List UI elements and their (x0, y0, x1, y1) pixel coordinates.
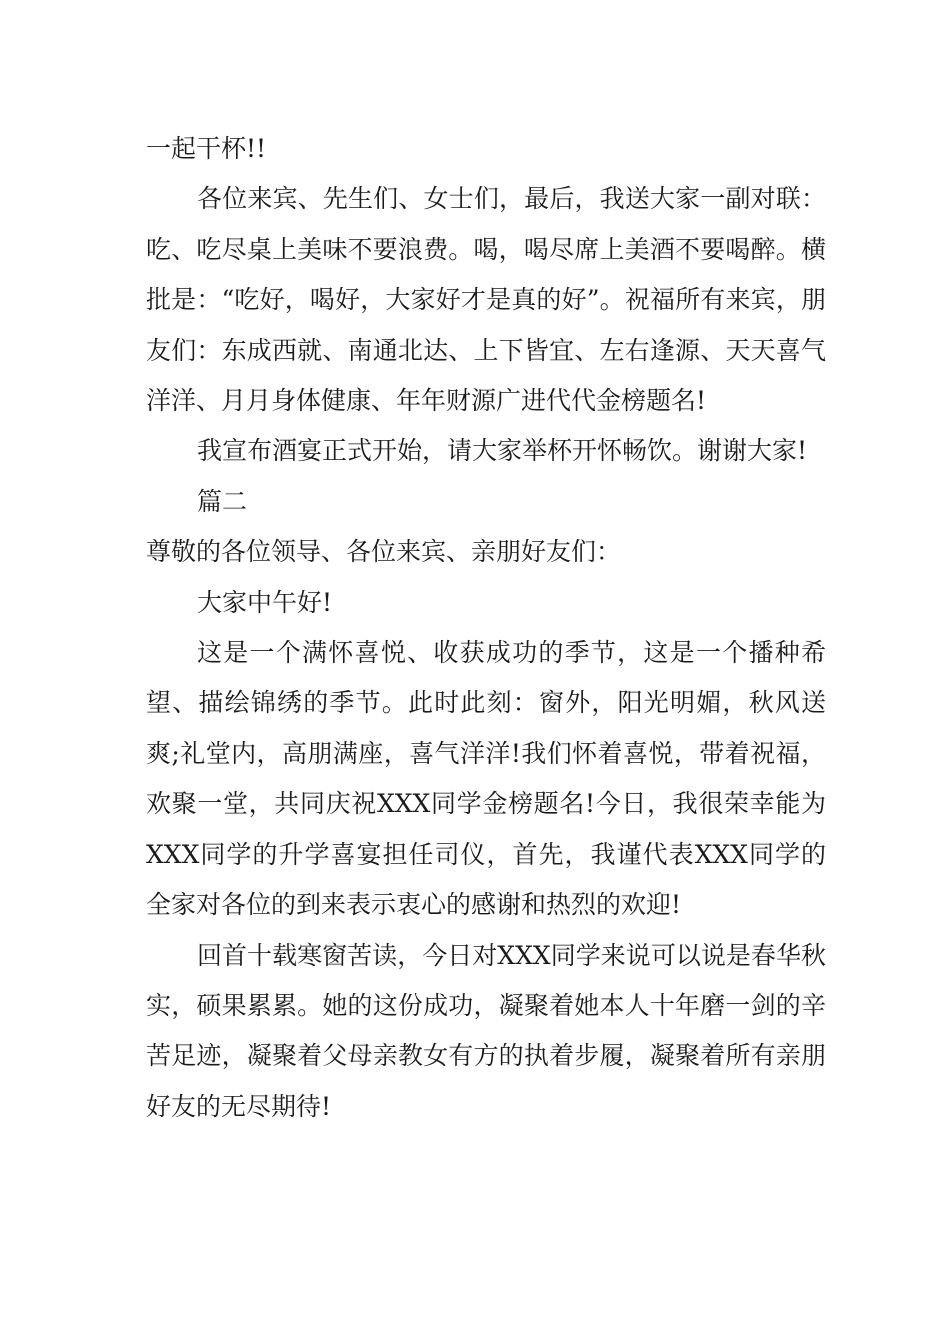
section-heading: 篇二 (197, 486, 248, 516)
paragraph-toast-end: 一起干杯!! (146, 134, 267, 163)
paragraph-retrospect: 回首十载寒窗苦读，今日对XXX同学来说可以说是春华秋实，硕果累累。她的这份成功，凝聚着她本人十年磨一剑的辛苦足迹，凝聚着父母亲教女有方的执着步履，凝聚着所有亲朋好友的无尽期待! (146, 940, 826, 1121)
paragraph-season: 这是一个满怀喜悦、收获成功的季节，这是一个播种希望、描绘锦绣的季节。此时此刻：窗外，阳光明媚，秋风送爽;礼堂内，高朋满座，喜气洋洋!我们怀着喜悦，带着祝福，欢聚一堂，共同庆祝XXX同学金榜题名!今日，我很荣幸能为XXX同学的升学喜宴担任司仪，首先，我谨代表XXX同学的全家对各位的到来表示衷心的感谢和热烈的欢迎! (146, 638, 826, 920)
document-body (146, 124, 826, 1132)
salutation: 尊敬的各位领导、各位来宾、亲朋好友们： (146, 537, 622, 567)
paragraph-banquet-start: 我宣布酒宴正式开始，请大家举杯开怀畅饮。谢谢大家! (197, 436, 808, 466)
paragraph-couplet: 各位来宾、先生们、女士们，最后，我送大家一副对联：吃、吃尽桌上美味不要浪费。喝，喝尽席上美酒不要喝醉。横批是：“吃好，喝好，大家好才是真的好”。祝福所有来宾，朋友们：东成西就、南通北达、上下皆宜、左右逢源、天天喜气洋洋、月月身体健康、年年财源广进代代金榜题名! (146, 184, 826, 416)
greeting: 大家中午好! (197, 587, 333, 617)
